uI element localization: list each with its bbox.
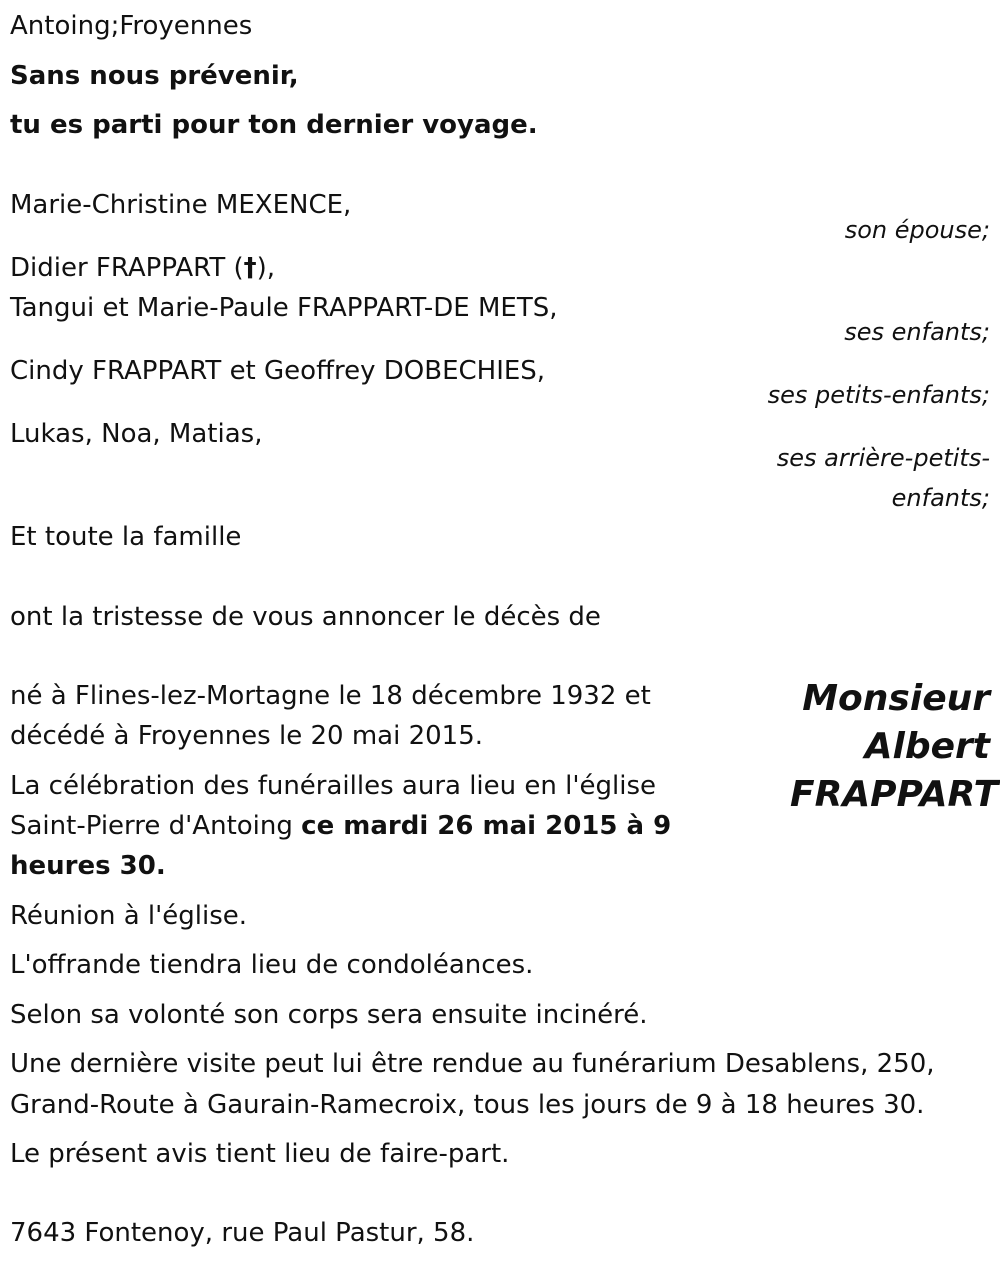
cross-icon: †	[243, 253, 257, 283]
deceased-title: Monsieur	[802, 678, 990, 719]
funeral-line-1: La célébration des funérailles aura lieu en l'église	[10, 771, 656, 801]
child-1-name: Didier FRAPPART (	[10, 253, 244, 283]
visit-line-2: Grand-Route à Gaurain-Ramecroix, tous les jours de 9 à 18 heures 30.	[10, 1090, 925, 1120]
funeral-church: Saint-Pierre d'Antoing	[10, 811, 302, 841]
other-family: Et toute la famille	[10, 522, 242, 552]
birth-line-1: né à Flines-lez-Mortagne le 18 décembre 1932 et	[10, 681, 651, 711]
visit-line-1: Une dernière visite peut lui être rendue au funérarium Desablens, 250,	[10, 1049, 935, 1079]
spouse-name: Marie-Christine MEXENCE,	[10, 190, 352, 220]
great-grandchildren-role-1: ses arrière-petits-	[776, 444, 990, 472]
offering-line: L'offrande tiendra lieu de condoléances.	[10, 950, 534, 980]
child-1	[10, 248, 275, 288]
funeral-line-2	[10, 806, 671, 846]
grandchildren: Cindy FRAPPART et Geoffrey DOBECHIES,	[10, 356, 546, 386]
meeting-line: Réunion à l'église.	[10, 901, 248, 931]
funeral-date: ce mardi 26 mai 2015 à 9	[301, 811, 672, 841]
announcement: ont la tristesse de vous annoncer le décès de	[10, 602, 601, 632]
birth-line-2: décédé à Froyennes le 20 mai 2015.	[10, 721, 484, 751]
location-line: Antoing;Froyennes	[10, 11, 253, 41]
child-1-end: ),	[256, 253, 276, 283]
grandchildren-role: ses petits-enfants;	[767, 381, 990, 409]
verse-line-1: Sans nous prévenir,	[10, 61, 299, 91]
notice-line: Le présent avis tient lieu de faire-part.	[10, 1139, 510, 1169]
deceased-name	[790, 675, 999, 819]
great-grandchildren-role-2: enfants;	[891, 484, 990, 512]
great-grandchildren: Lukas, Noa, Matias,	[10, 419, 263, 449]
spouse-role: son épouse;	[844, 216, 990, 244]
deceased-first-name: Albert	[864, 726, 990, 767]
verse-line-2: tu es parti pour ton dernier voyage.	[10, 110, 538, 140]
address-line: 7643 Fontenoy, rue Paul Pastur, 58.	[10, 1218, 475, 1248]
cremation-line: Selon sa volonté son corps sera ensuite incinéré.	[10, 1000, 648, 1030]
funeral-time: heures 30.	[10, 851, 166, 881]
deceased-last-name: FRAPPART	[790, 774, 999, 815]
children-role: ses enfants;	[844, 318, 990, 346]
child-2: Tangui et Marie-Paule FRAPPART-DE METS,	[10, 293, 558, 323]
